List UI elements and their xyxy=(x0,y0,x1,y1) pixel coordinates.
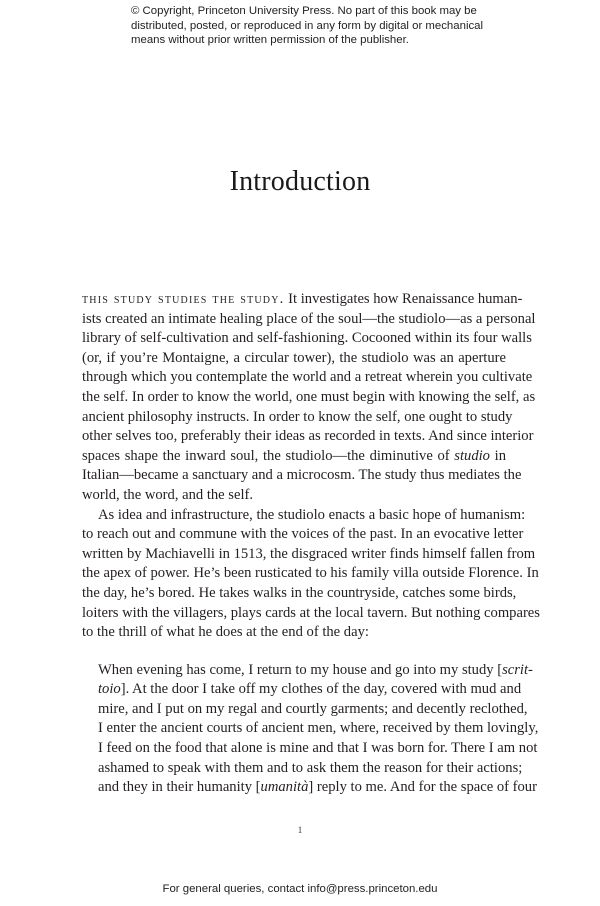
text-line: ancient philosophy instructs. In order to know the self, one ought to study xyxy=(82,408,513,425)
text-line xyxy=(98,680,522,700)
chapter-title: Introduction xyxy=(229,166,371,197)
text-span: When evening has come, I return to my house and go into my study [ xyxy=(98,661,503,678)
lead-in-smallcaps: this study studies the study. xyxy=(82,291,285,307)
text-line: the self. In order to know the world, one must begin with knowing the self, as xyxy=(82,388,536,405)
copyright-line: means without prior written permission of the publisher. xyxy=(131,34,409,47)
italic-term: scrit- xyxy=(502,661,533,678)
text-line: world, the word, and the self. xyxy=(82,486,254,503)
text-line xyxy=(98,778,537,798)
block-quote xyxy=(82,661,539,798)
text-line: ists created an intimate healing place of the soul—the studiolo—as a personal xyxy=(82,310,536,327)
italic-term: studio xyxy=(454,447,490,464)
text-line: I enter the ancient courts of ancient men, where, received by them lovingly, xyxy=(98,720,539,737)
footer-contact: For general queries, contact info@press.princeton.edu xyxy=(162,883,438,895)
copyright-line: © Copyright, Princeton University Press. No part of this book may be xyxy=(131,5,477,17)
text-line: Italian—became a sanctuary and a microcosm. The study thus mediates the xyxy=(82,467,522,484)
paragraph xyxy=(82,290,536,506)
text-line: written by Machiavelli in 1513, the disgraced writer finds himself fallen from xyxy=(82,545,536,562)
text-line: (or, if you’re Montaigne, a circular tower), the studiolo was an aperture xyxy=(82,349,506,366)
text-line: to the thrill of what he does at the end of the day: xyxy=(82,624,369,641)
text-line: other selves too, preferably their ideas as recorded in texts. And since interior xyxy=(82,428,534,445)
text-span: in xyxy=(489,447,506,464)
text-line: library of self-cultivation and self-fashioning. Cocooned within its four walls xyxy=(82,330,532,347)
italic-term: umanità xyxy=(260,779,309,796)
text-line: the day, he’s bored. He takes walks in the countryside, catches some birds, xyxy=(82,584,517,601)
page-number: 1 xyxy=(297,825,303,835)
text-line: ashamed to speak with them and to ask them the reason for their actions; xyxy=(98,759,523,776)
text-line: loiters with the villagers, plays cards at the local tavern. But nothing compares xyxy=(82,604,540,621)
text-span: spaces shape the inward soul, the studiolo—the diminutive of xyxy=(82,447,455,464)
text-line: the apex of power. He’s been rusticated to his family villa outside Florence. In xyxy=(82,565,539,582)
text-span: ]. At the door I take off my clothes of the day, covered with mud and xyxy=(120,681,522,698)
italic-term: toio xyxy=(98,681,121,698)
text-line: mire, and I put on my regal and courtly garments; and decently reclothed, xyxy=(98,700,528,717)
copyright-line: distributed, posted, or reproduced in any form by digital or mechanical xyxy=(131,19,484,32)
text-line xyxy=(82,290,523,310)
text-line: As idea and infrastructure, the studiolo enacts a basic hope of humanism: xyxy=(98,506,526,523)
text-line xyxy=(82,447,506,467)
body-text xyxy=(82,290,540,798)
text-span: It investigates how Renaissance human- xyxy=(284,291,523,307)
text-line: I feed on the food that alone is mine and that I was born for. There I am not xyxy=(98,740,538,757)
text-line: to reach out and commune with the voices of the past. In an evocative letter xyxy=(82,526,524,543)
paragraph xyxy=(82,506,540,643)
text-line: through which you contemplate the world and a retreat wherein you cultivate xyxy=(82,369,533,386)
copyright-notice xyxy=(131,4,491,48)
text-span: ] reply to me. And for the space of four xyxy=(308,779,537,796)
text-line xyxy=(98,661,533,681)
text-span: and they in their humanity [ xyxy=(98,779,261,796)
